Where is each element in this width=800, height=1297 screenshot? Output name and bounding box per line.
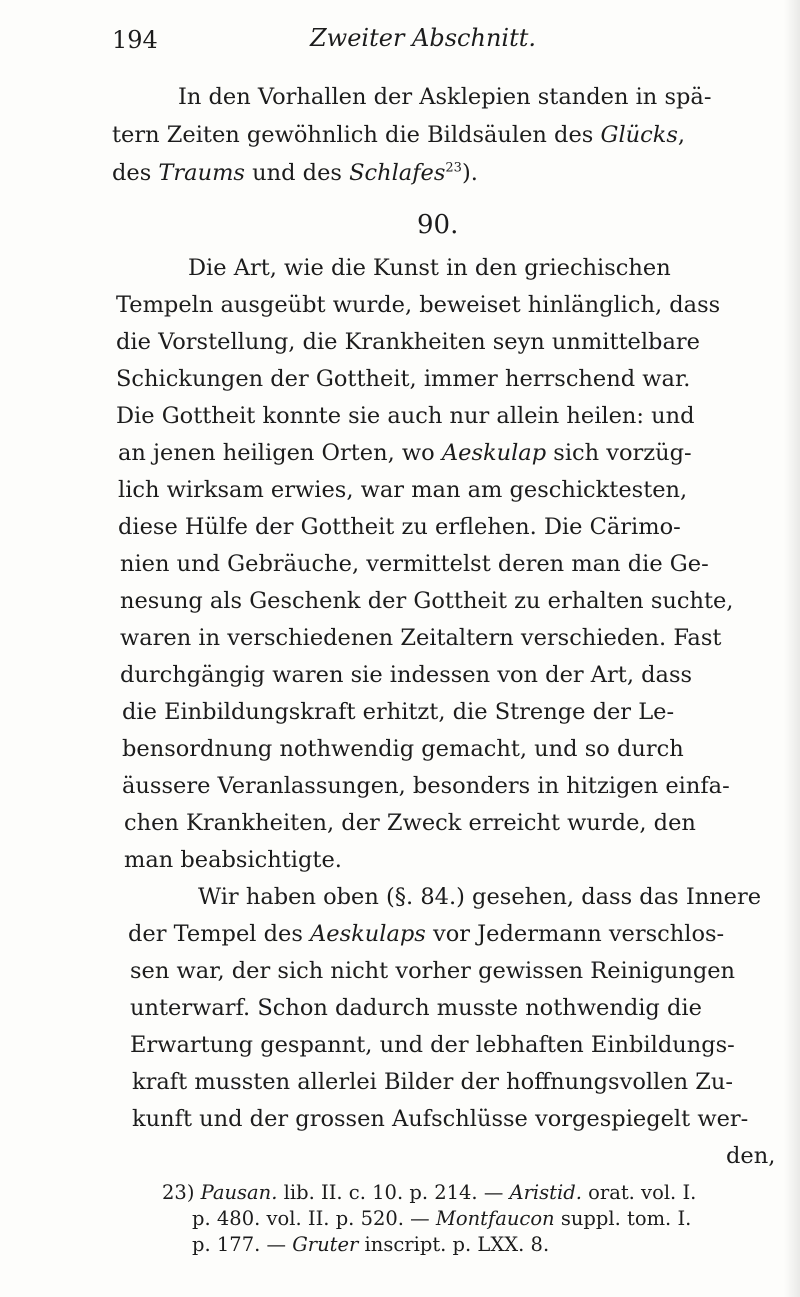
text-line: unterwarf. Schon dadurch musste nothwendig die — [130, 995, 702, 1021]
text-line: chen Krankheiten, der Zweck erreicht wurde, den — [124, 810, 696, 836]
text-line: lich wirksam erwies, war man am geschicktesten, — [118, 477, 688, 503]
text-line: Schickungen der Gottheit, immer herrschend war. — [116, 366, 691, 392]
text-line: diese Hülfe der Gottheit zu erflehen. Die Cärimo- — [118, 514, 681, 540]
text-line: Erwartung gespannt, und der lebhaften Einbildungs- — [130, 1032, 735, 1058]
text-line: bensordnung nothwendig gemacht, und so durch — [122, 736, 684, 762]
text-line: waren in verschiedenen Zeitaltern verschieden. Fast — [120, 625, 722, 651]
page-number: 194 — [112, 26, 158, 54]
text-line: sen war, der sich nicht vorher gewissen Reinigungen — [130, 958, 736, 984]
text-line: Die Gottheit konnte sie auch nur allein heilen: und — [116, 403, 695, 429]
text-line: Die Art, wie die Kunst in den griechischen — [188, 255, 671, 281]
section-number: 90. — [417, 210, 459, 240]
text-line: nesung als Geschenk der Gottheit zu erhalten suchte, — [120, 588, 734, 614]
text-line: die Vorstellung, die Krankheiten seyn unmittelbare — [116, 329, 700, 355]
footnote-line: p. 177. — Gruter inscript. p. LXX. 8. — [192, 1233, 550, 1256]
text-line: kraft mussten allerlei Bilder der hoffnungsvollen Zu- — [132, 1069, 733, 1095]
text-line: tern Zeiten gewöhnlich die Bildsäulen des Glücks, — [112, 122, 686, 148]
footnote-ref: 23 — [445, 160, 462, 176]
text-line: durchgängig waren sie indessen von der Art, dass — [120, 662, 693, 688]
footnote-line: 23) Pausan. lib. II. c. 10. p. 214. — Aristid. orat. vol. I. — [162, 1181, 697, 1204]
text-line: des Traums und des Schlafes$^{23}$). — [112, 160, 478, 186]
text-line: kunft und der grossen Aufschlüsse vorgespiegelt wer- — [132, 1106, 749, 1132]
text-line: Tempeln ausgeübt wurde, beweiset hinlänglich, dass — [116, 292, 721, 318]
footnote-line: p. 480. vol. II. p. 520. — Montfaucon suppl. tom. I. — [192, 1207, 692, 1230]
text-line: In den Vorhallen der Asklepien standen in spä- — [178, 84, 712, 110]
text-line: an jenen heiligen Orten, wo Aeskulap sich vorzüg- — [118, 440, 692, 466]
text-line: Wir haben oben (§. 84.) gesehen, dass das Innere — [198, 884, 762, 910]
text-line: äussere Veranlassungen, besonders in hitzigen einfa- — [122, 773, 730, 799]
running-title: Zweiter Abschnitt. — [310, 24, 537, 52]
text-line: man beabsichtigte. — [124, 847, 342, 873]
text-line: der Tempel des Aeskulaps vor Jedermann verschlos- — [128, 921, 725, 947]
text-line: die Einbildungskraft erhitzt, die Strenge der Le- — [122, 699, 675, 725]
page-edge-shadow — [784, 0, 800, 1297]
catchword: den, — [726, 1143, 776, 1169]
text-line: nien und Gebräuche, vermittelst deren man die Ge- — [120, 551, 709, 577]
